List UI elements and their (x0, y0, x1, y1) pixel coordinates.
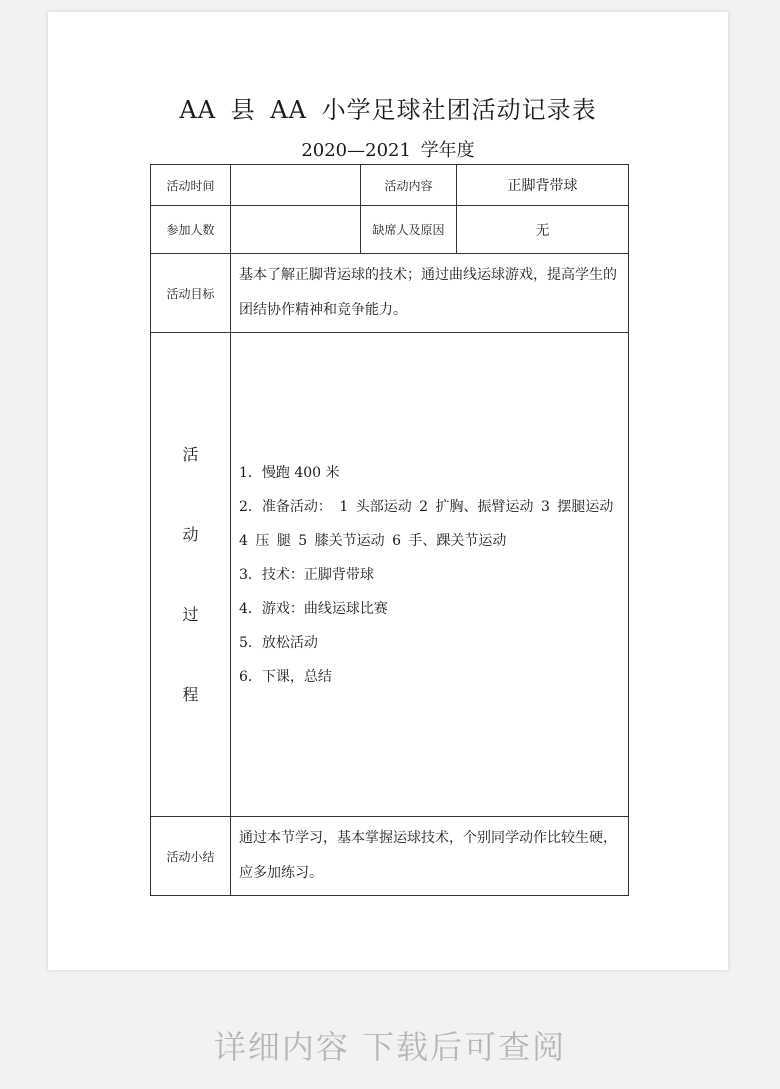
summary-text: 通过本节学习，基本掌握运球技术，个别同学动作比较生硬，应多加练习。 (231, 817, 629, 896)
list-item: 1．慢跑 400 米 (239, 464, 340, 481)
list-item: 5．放松活动 (239, 634, 318, 651)
goal-text: 基本了解正脚背运球的技术；通过曲线运球游戏，提高学生的团结协作精神和竞争能力。 (231, 254, 629, 333)
school-year: 2020—2021 学年度 (301, 140, 475, 161)
process-label-char: 活 (182, 444, 199, 464)
activity-time-label: 活动时间 (151, 165, 231, 206)
table-row (151, 206, 629, 254)
list-item: 3．技术：正脚背带球 (239, 566, 374, 583)
summary-label: 活动小结 (151, 817, 231, 896)
process-label (151, 333, 231, 817)
activity-content-value: 正脚背带球 (457, 165, 629, 206)
document-page (48, 12, 728, 970)
table-row (151, 165, 629, 206)
list-item: 4．游戏：曲线运球比赛 (239, 600, 388, 617)
activity-content-label: 活动内容 (361, 165, 457, 206)
goal-label: 活动目标 (151, 254, 231, 333)
process-label-char: 程 (182, 684, 199, 704)
activity-time-value (231, 165, 361, 206)
table-row (151, 254, 629, 333)
document-title: AA 县 AA 小学足球社团活动记录表 (179, 96, 597, 124)
activity-record-table (150, 164, 629, 896)
process-steps (231, 333, 629, 817)
list-item: 6．下课，总结 (239, 668, 332, 685)
absent-label: 缺席人及原因 (361, 206, 457, 254)
participants-value (231, 206, 361, 254)
download-notice: 详细内容 下载后可查阅 (213, 1028, 567, 1066)
absent-value: 无 (457, 206, 629, 254)
table-row (151, 817, 629, 896)
list-item: 2．准备活动： 1 头部运动 2 扩胸、振臂运动 3 摆腿运动 4 压 腿 5 膝关节运动 6 手、踝关节运动 (239, 498, 614, 549)
participants-label: 参加人数 (151, 206, 231, 254)
process-label-char: 动 (182, 524, 199, 544)
process-label-char: 过 (182, 604, 199, 624)
table-row (151, 333, 629, 817)
